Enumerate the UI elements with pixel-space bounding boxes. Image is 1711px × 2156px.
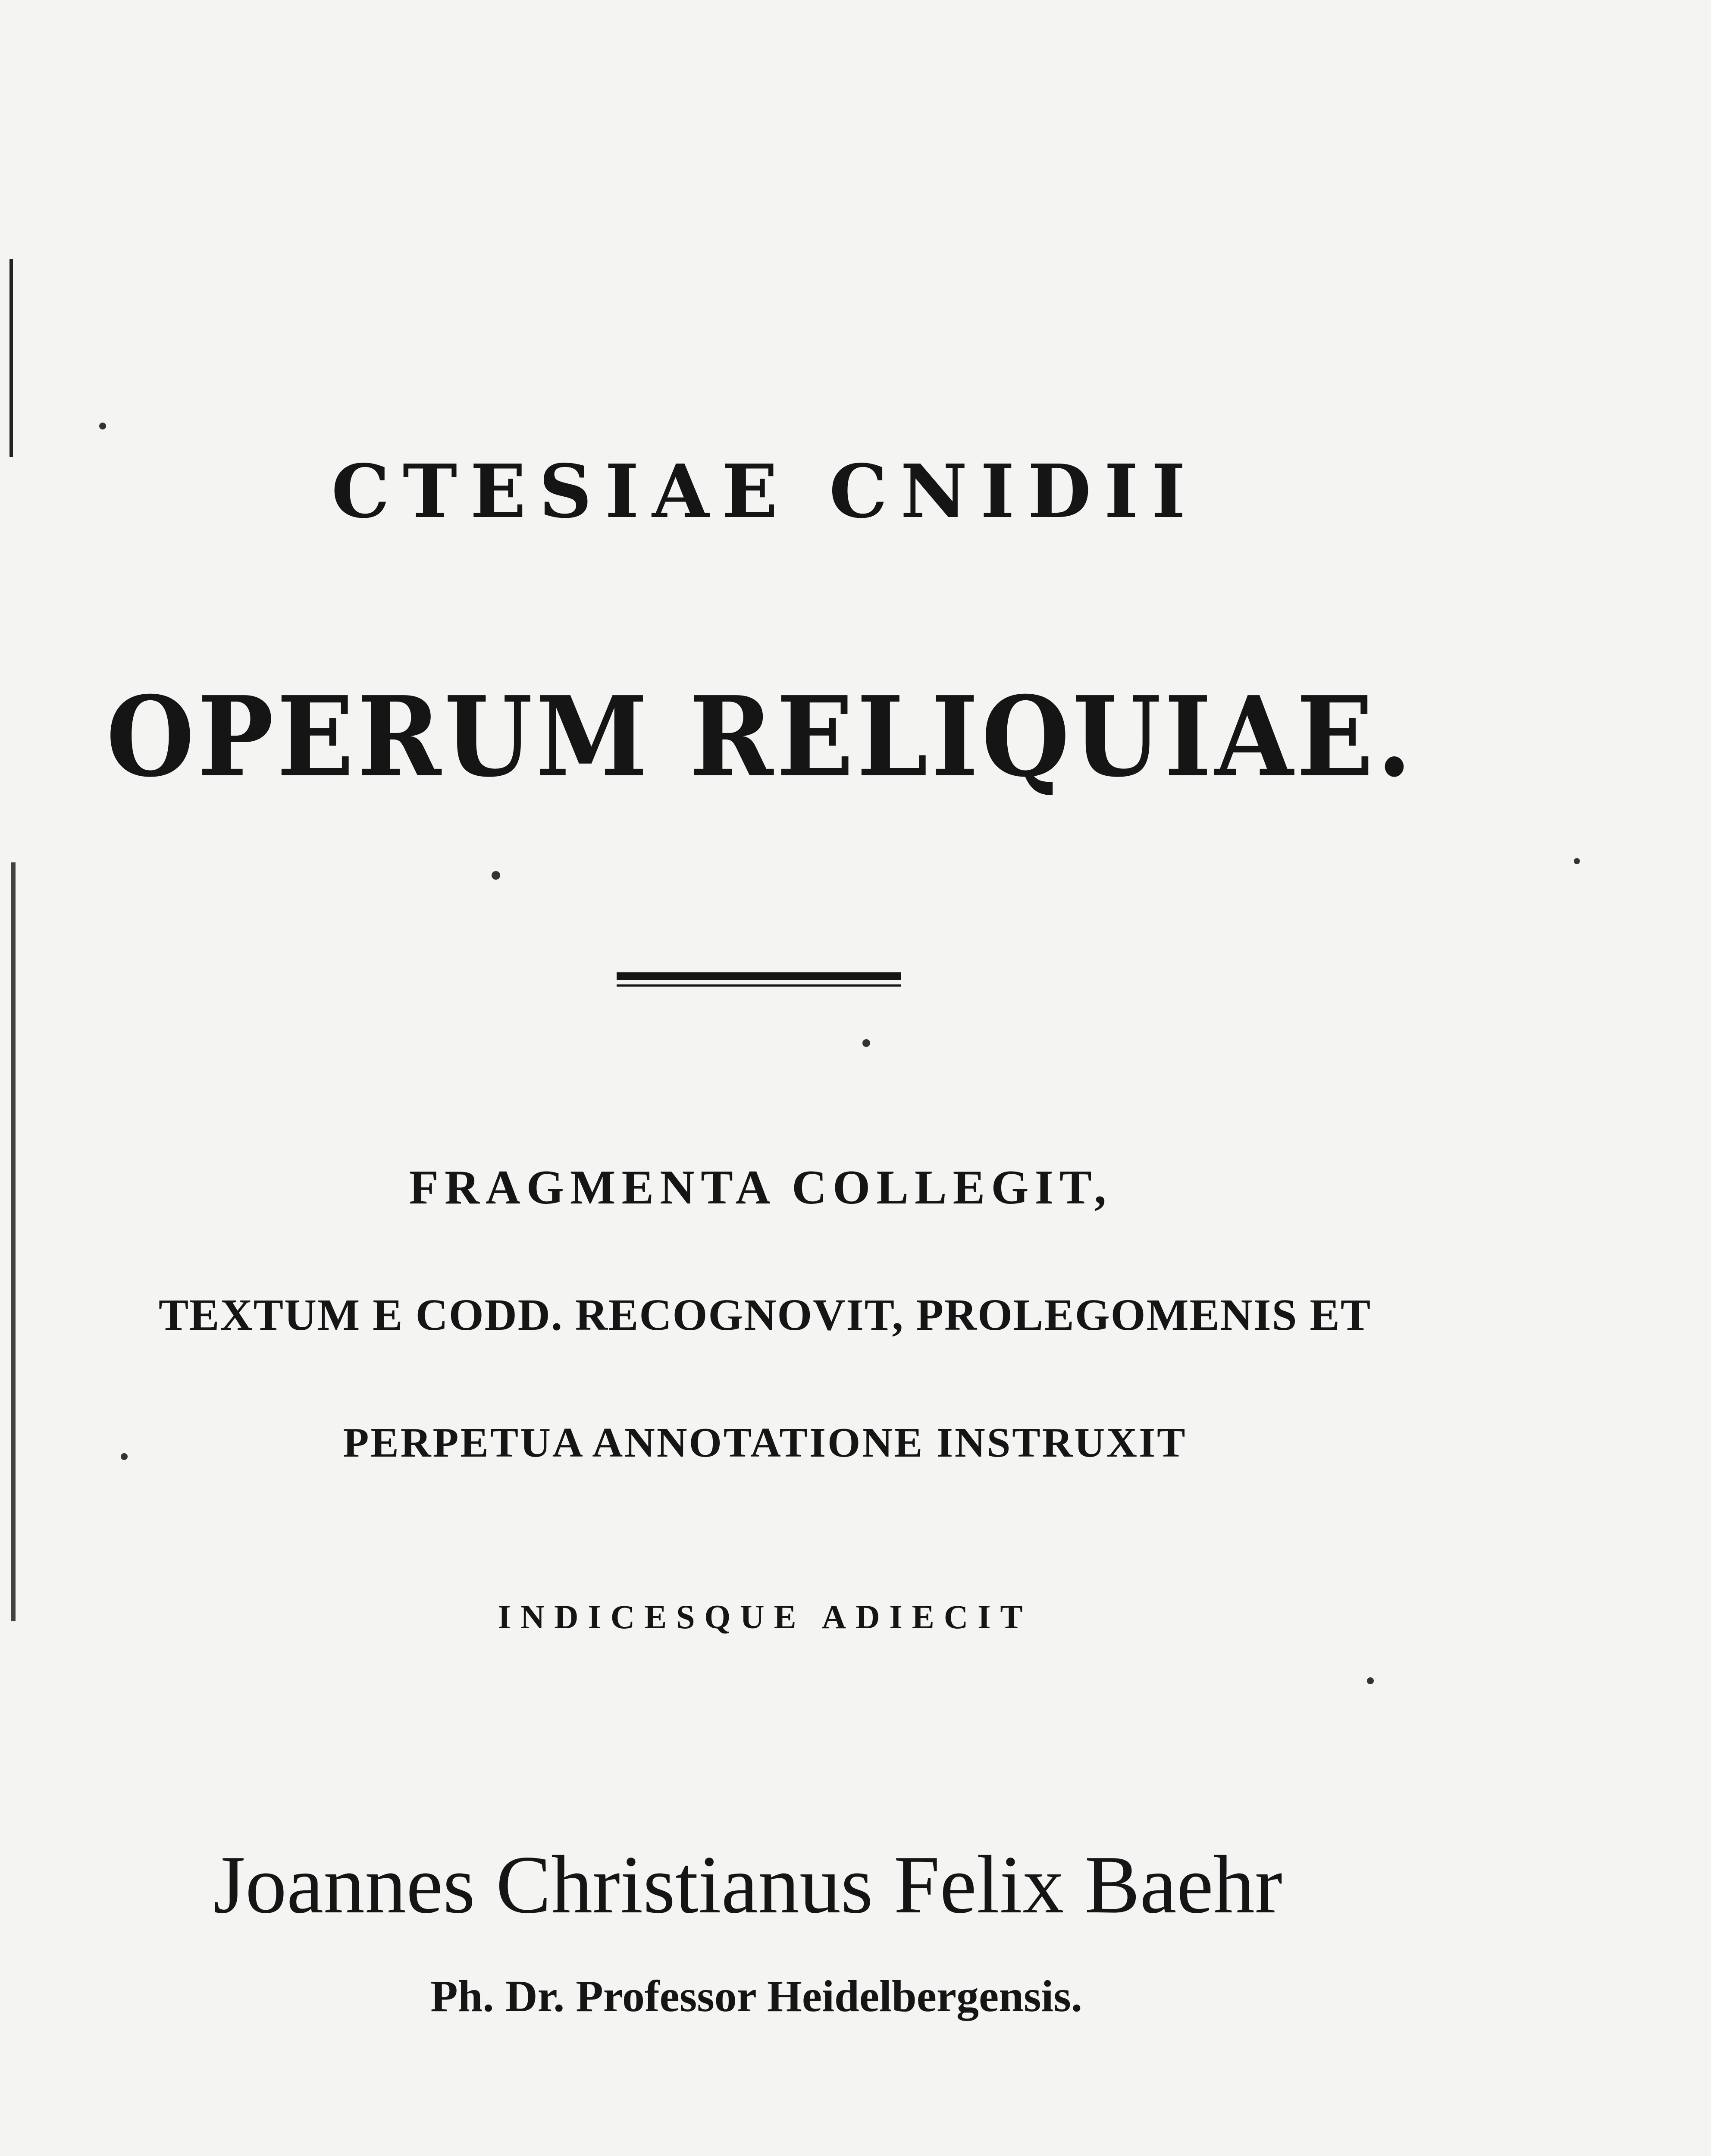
title-rule [617, 972, 901, 980]
author-affiliation: Ph. Dr. Professor Heidelbergensis. [430, 1971, 1082, 2021]
subtitle-line-2: TEXTUM E CODD. RECOGNOVIT, PROLEGOMENIS ET [158, 1290, 1372, 1340]
binding-edge-mark [11, 862, 16, 1621]
paper-speck [1367, 1677, 1374, 1684]
paper-speck [99, 423, 106, 429]
paper-speck [1574, 858, 1580, 864]
binding-edge-mark [9, 259, 13, 457]
subtitle-line-4: INDICESQUE ADIECIT [498, 1598, 1032, 1636]
title-line-2: OPERUM RELIQUIAE. [106, 673, 1415, 802]
subtitle-line-1: FRAGMENTA COLLEGIT, [409, 1161, 1112, 1214]
title-rule-thin [617, 984, 901, 987]
title-line-1: CTESIAE CNIDII [331, 448, 1199, 535]
author-name: Joannes Christianus Felix Baehr [213, 1839, 1282, 1930]
paper-speck [862, 1039, 870, 1047]
subtitle-line-3: PERPETUA ANNOTATIONE INSTRUXIT [343, 1420, 1187, 1466]
paper-speck [492, 871, 500, 880]
